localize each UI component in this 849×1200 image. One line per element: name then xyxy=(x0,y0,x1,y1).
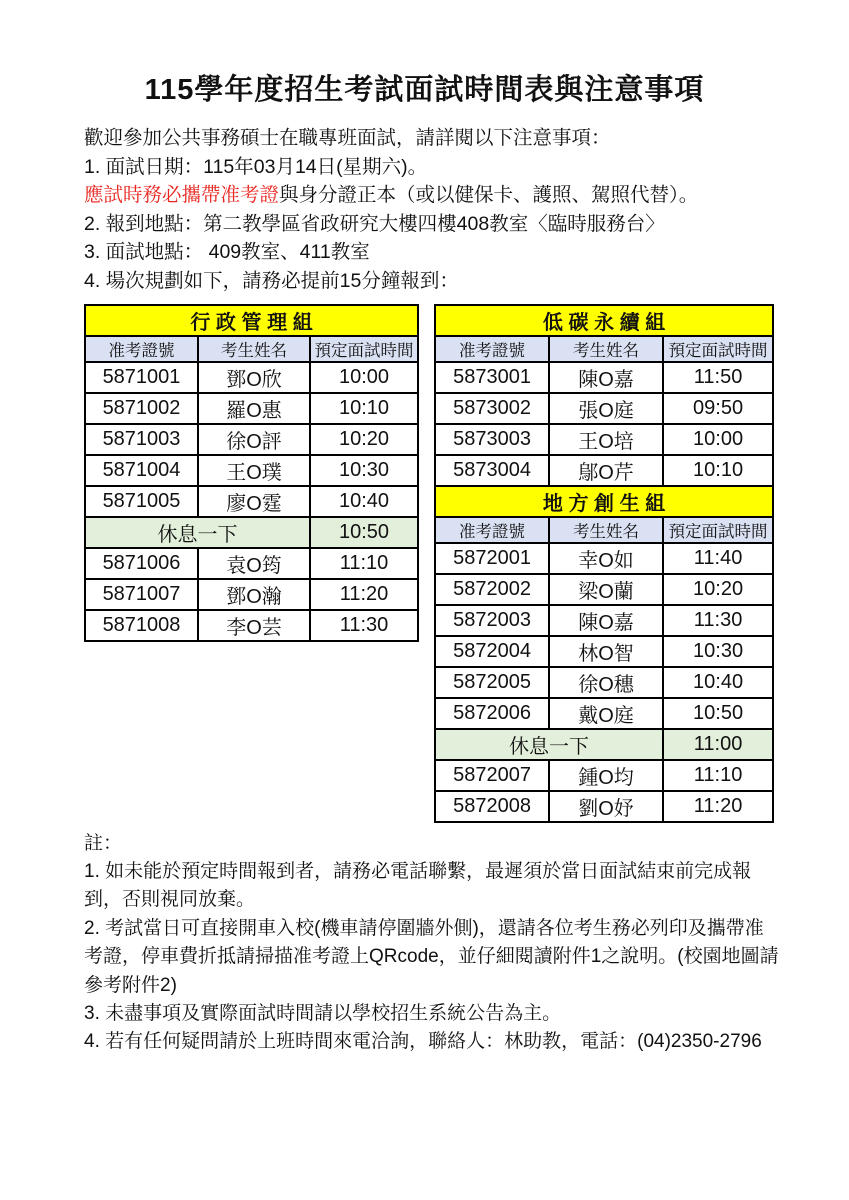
schedule-tables xyxy=(84,304,849,823)
right-table-column xyxy=(434,304,774,823)
column-header-row xyxy=(435,517,773,543)
warning-red-text: 應試時務必攜帶准考證 xyxy=(84,184,280,207)
interview-time-cell: 10:00 xyxy=(663,424,773,455)
interview-time-cell: 11:30 xyxy=(663,605,773,636)
break-row xyxy=(435,729,773,760)
break-time-cell: 10:50 xyxy=(310,517,418,548)
item-schedule-note: 4. 場次規劃如下，請務必提前15分鐘報到： xyxy=(84,269,459,292)
col-header-time: 預定面試時間 xyxy=(663,336,773,362)
intro-line: 歡迎參加公共事務碩士在職專班面試，請詳閱以下注意事項： xyxy=(84,127,611,149)
warning-rest-text: 與身分證正本（或以健保卡、護照、駕照代替）。 xyxy=(279,184,699,207)
item-warning xyxy=(84,181,779,210)
interview-time-cell: 10:20 xyxy=(310,424,418,455)
note-4: 4. 若有任何疑問請於上班時間來電洽詢，聯絡人：林助教，電話：(04)2350-2796 xyxy=(84,1031,762,1053)
ticket-number-cell: 5872001 xyxy=(435,543,549,574)
ticket-number-cell: 5873002 xyxy=(435,393,549,424)
col-header-name: 考生姓名 xyxy=(549,336,663,362)
page-title: 115學年度招生考試面試時間表與注意事項 xyxy=(144,74,705,106)
candidate-name-cell: 鄧O欣 xyxy=(198,362,310,393)
left-table-column xyxy=(84,304,419,642)
candidate-name-cell: 鄔O芹 xyxy=(549,455,663,486)
candidate-name-cell: 徐O評 xyxy=(198,424,310,455)
schedule-row xyxy=(435,455,773,486)
notes-section xyxy=(84,830,779,1057)
candidate-name-cell: 張O庭 xyxy=(549,393,663,424)
group-title-admin: 行政管理組 xyxy=(85,305,418,336)
group-title-row xyxy=(435,305,773,336)
interview-time-cell: 10:10 xyxy=(663,455,773,486)
candidate-name-cell: 王O培 xyxy=(549,424,663,455)
ticket-number-cell: 5871007 xyxy=(85,579,198,610)
ticket-number-cell: 5872005 xyxy=(435,667,549,698)
candidate-name-cell: 羅O惠 xyxy=(198,393,310,424)
col-header-name: 考生姓名 xyxy=(549,517,663,543)
schedule-row xyxy=(85,486,418,517)
lowcarbon-group-table xyxy=(434,304,774,487)
candidate-name-cell: 林O智 xyxy=(549,636,663,667)
schedule-row xyxy=(435,393,773,424)
interview-time-cell: 11:20 xyxy=(663,791,773,822)
col-header-ticket: 准考證號 xyxy=(435,517,549,543)
col-header-name: 考生姓名 xyxy=(198,336,310,362)
col-header-ticket: 准考證號 xyxy=(85,336,198,362)
candidate-name-cell: 陳O嘉 xyxy=(549,362,663,393)
group-title-row xyxy=(85,305,418,336)
schedule-row xyxy=(85,455,418,486)
interview-time-cell: 11:20 xyxy=(310,579,418,610)
interview-time-cell: 10:30 xyxy=(310,455,418,486)
interview-time-cell: 09:50 xyxy=(663,393,773,424)
ticket-number-cell: 5872004 xyxy=(435,636,549,667)
candidate-name-cell: 梁O蘭 xyxy=(549,574,663,605)
group-title-local: 地方創生組 xyxy=(435,486,773,517)
candidate-name-cell: 鄧O瀚 xyxy=(198,579,310,610)
interview-time-cell: 11:30 xyxy=(310,610,418,641)
ticket-number-cell: 5873003 xyxy=(435,424,549,455)
candidate-name-cell: 李O芸 xyxy=(198,610,310,641)
break-label-cell: 休息一下 xyxy=(85,517,310,548)
break-label-cell: 休息一下 xyxy=(435,729,663,760)
schedule-row xyxy=(85,579,418,610)
column-header-row xyxy=(85,336,418,362)
schedule-row xyxy=(85,424,418,455)
interview-time-cell: 10:10 xyxy=(310,393,418,424)
candidate-name-cell: 幸O如 xyxy=(549,543,663,574)
note-3: 3. 未盡事項及實際面試時間請以學校招生系統公告為主。 xyxy=(84,1003,562,1024)
interview-time-cell: 10:50 xyxy=(663,698,773,729)
item-checkin-location: 2. 報到地點：第二教學區省政研究大樓四樓408教室〈臨時服務台〉 xyxy=(84,212,665,235)
ticket-number-cell: 5872006 xyxy=(435,698,549,729)
local-group-table xyxy=(434,485,774,823)
interview-time-cell: 10:30 xyxy=(663,636,773,667)
col-header-time: 預定面試時間 xyxy=(310,336,418,362)
ticket-number-cell: 5872008 xyxy=(435,791,549,822)
col-header-ticket: 准考證號 xyxy=(435,336,549,362)
group-title-row xyxy=(435,486,773,517)
ticket-number-cell: 5871008 xyxy=(85,610,198,641)
interview-time-cell: 10:40 xyxy=(663,667,773,698)
interview-time-cell: 10:00 xyxy=(310,362,418,393)
interview-time-cell: 11:10 xyxy=(310,548,418,579)
schedule-row xyxy=(85,610,418,641)
ticket-number-cell: 5872007 xyxy=(435,760,549,791)
ticket-number-cell: 5871002 xyxy=(85,393,198,424)
ticket-number-cell: 5873004 xyxy=(435,455,549,486)
candidate-name-cell: 戴O庭 xyxy=(549,698,663,729)
candidate-name-cell: 鍾O均 xyxy=(549,760,663,791)
ticket-number-cell: 5871003 xyxy=(85,424,198,455)
interview-time-cell: 10:40 xyxy=(310,486,418,517)
schedule-row xyxy=(435,760,773,791)
schedule-row xyxy=(85,548,418,579)
candidate-name-cell: 徐O穗 xyxy=(549,667,663,698)
schedule-row xyxy=(435,698,773,729)
schedule-row xyxy=(435,791,773,822)
schedule-row xyxy=(435,667,773,698)
ticket-number-cell: 5871006 xyxy=(85,548,198,579)
ticket-number-cell: 5871005 xyxy=(85,486,198,517)
candidate-name-cell: 袁O筠 xyxy=(198,548,310,579)
ticket-number-cell: 5872002 xyxy=(435,574,549,605)
interview-time-cell: 11:40 xyxy=(663,543,773,574)
schedule-row xyxy=(435,605,773,636)
note-2: 2. 考試當日可直接開車入校(機車請停圍牆外側)，還請各位考生務必列印及攜帶准考證，停車費折抵請掃描准考證上QRcode，並仔細閱讀附件1之說明。(校園地圖請參考附件2) xyxy=(84,917,779,996)
schedule-row xyxy=(435,543,773,574)
interview-time-cell: 11:50 xyxy=(663,362,773,393)
column-header-row xyxy=(435,336,773,362)
group-title-lowcarbon: 低碳永續組 xyxy=(435,305,773,336)
candidate-name-cell: 廖O霆 xyxy=(198,486,310,517)
col-header-time: 預定面試時間 xyxy=(663,517,773,543)
candidate-name-cell: 劉O妤 xyxy=(549,791,663,822)
interview-time-cell: 10:20 xyxy=(663,574,773,605)
item-interview-date: 1. 面試日期：115年03月14日(星期六)。 xyxy=(84,155,428,178)
candidate-name-cell: 陳O嘉 xyxy=(549,605,663,636)
interview-time-cell: 11:10 xyxy=(663,760,773,791)
schedule-row xyxy=(435,362,773,393)
ticket-number-cell: 5871004 xyxy=(85,455,198,486)
item-interview-location: 3. 面試地點： 409教室、411教室 xyxy=(84,241,370,264)
schedule-row xyxy=(435,636,773,667)
schedule-row xyxy=(85,362,418,393)
note-1: 1. 如未能於預定時間報到者，請務必電話聯繫，最遲須於當日面試結束前完成報到，否則視同放棄。 xyxy=(84,860,752,911)
schedule-row xyxy=(435,574,773,605)
ticket-number-cell: 5873001 xyxy=(435,362,549,393)
notes-label: 註： xyxy=(84,832,123,854)
admin-group-table xyxy=(84,304,419,642)
break-row xyxy=(85,517,418,548)
ticket-number-cell: 5871001 xyxy=(85,362,198,393)
schedule-row xyxy=(435,424,773,455)
ticket-number-cell: 5872003 xyxy=(435,605,549,636)
notice-section xyxy=(84,124,779,296)
candidate-name-cell: 王O璞 xyxy=(198,455,310,486)
break-time-cell: 11:00 xyxy=(663,729,773,760)
schedule-row xyxy=(85,393,418,424)
